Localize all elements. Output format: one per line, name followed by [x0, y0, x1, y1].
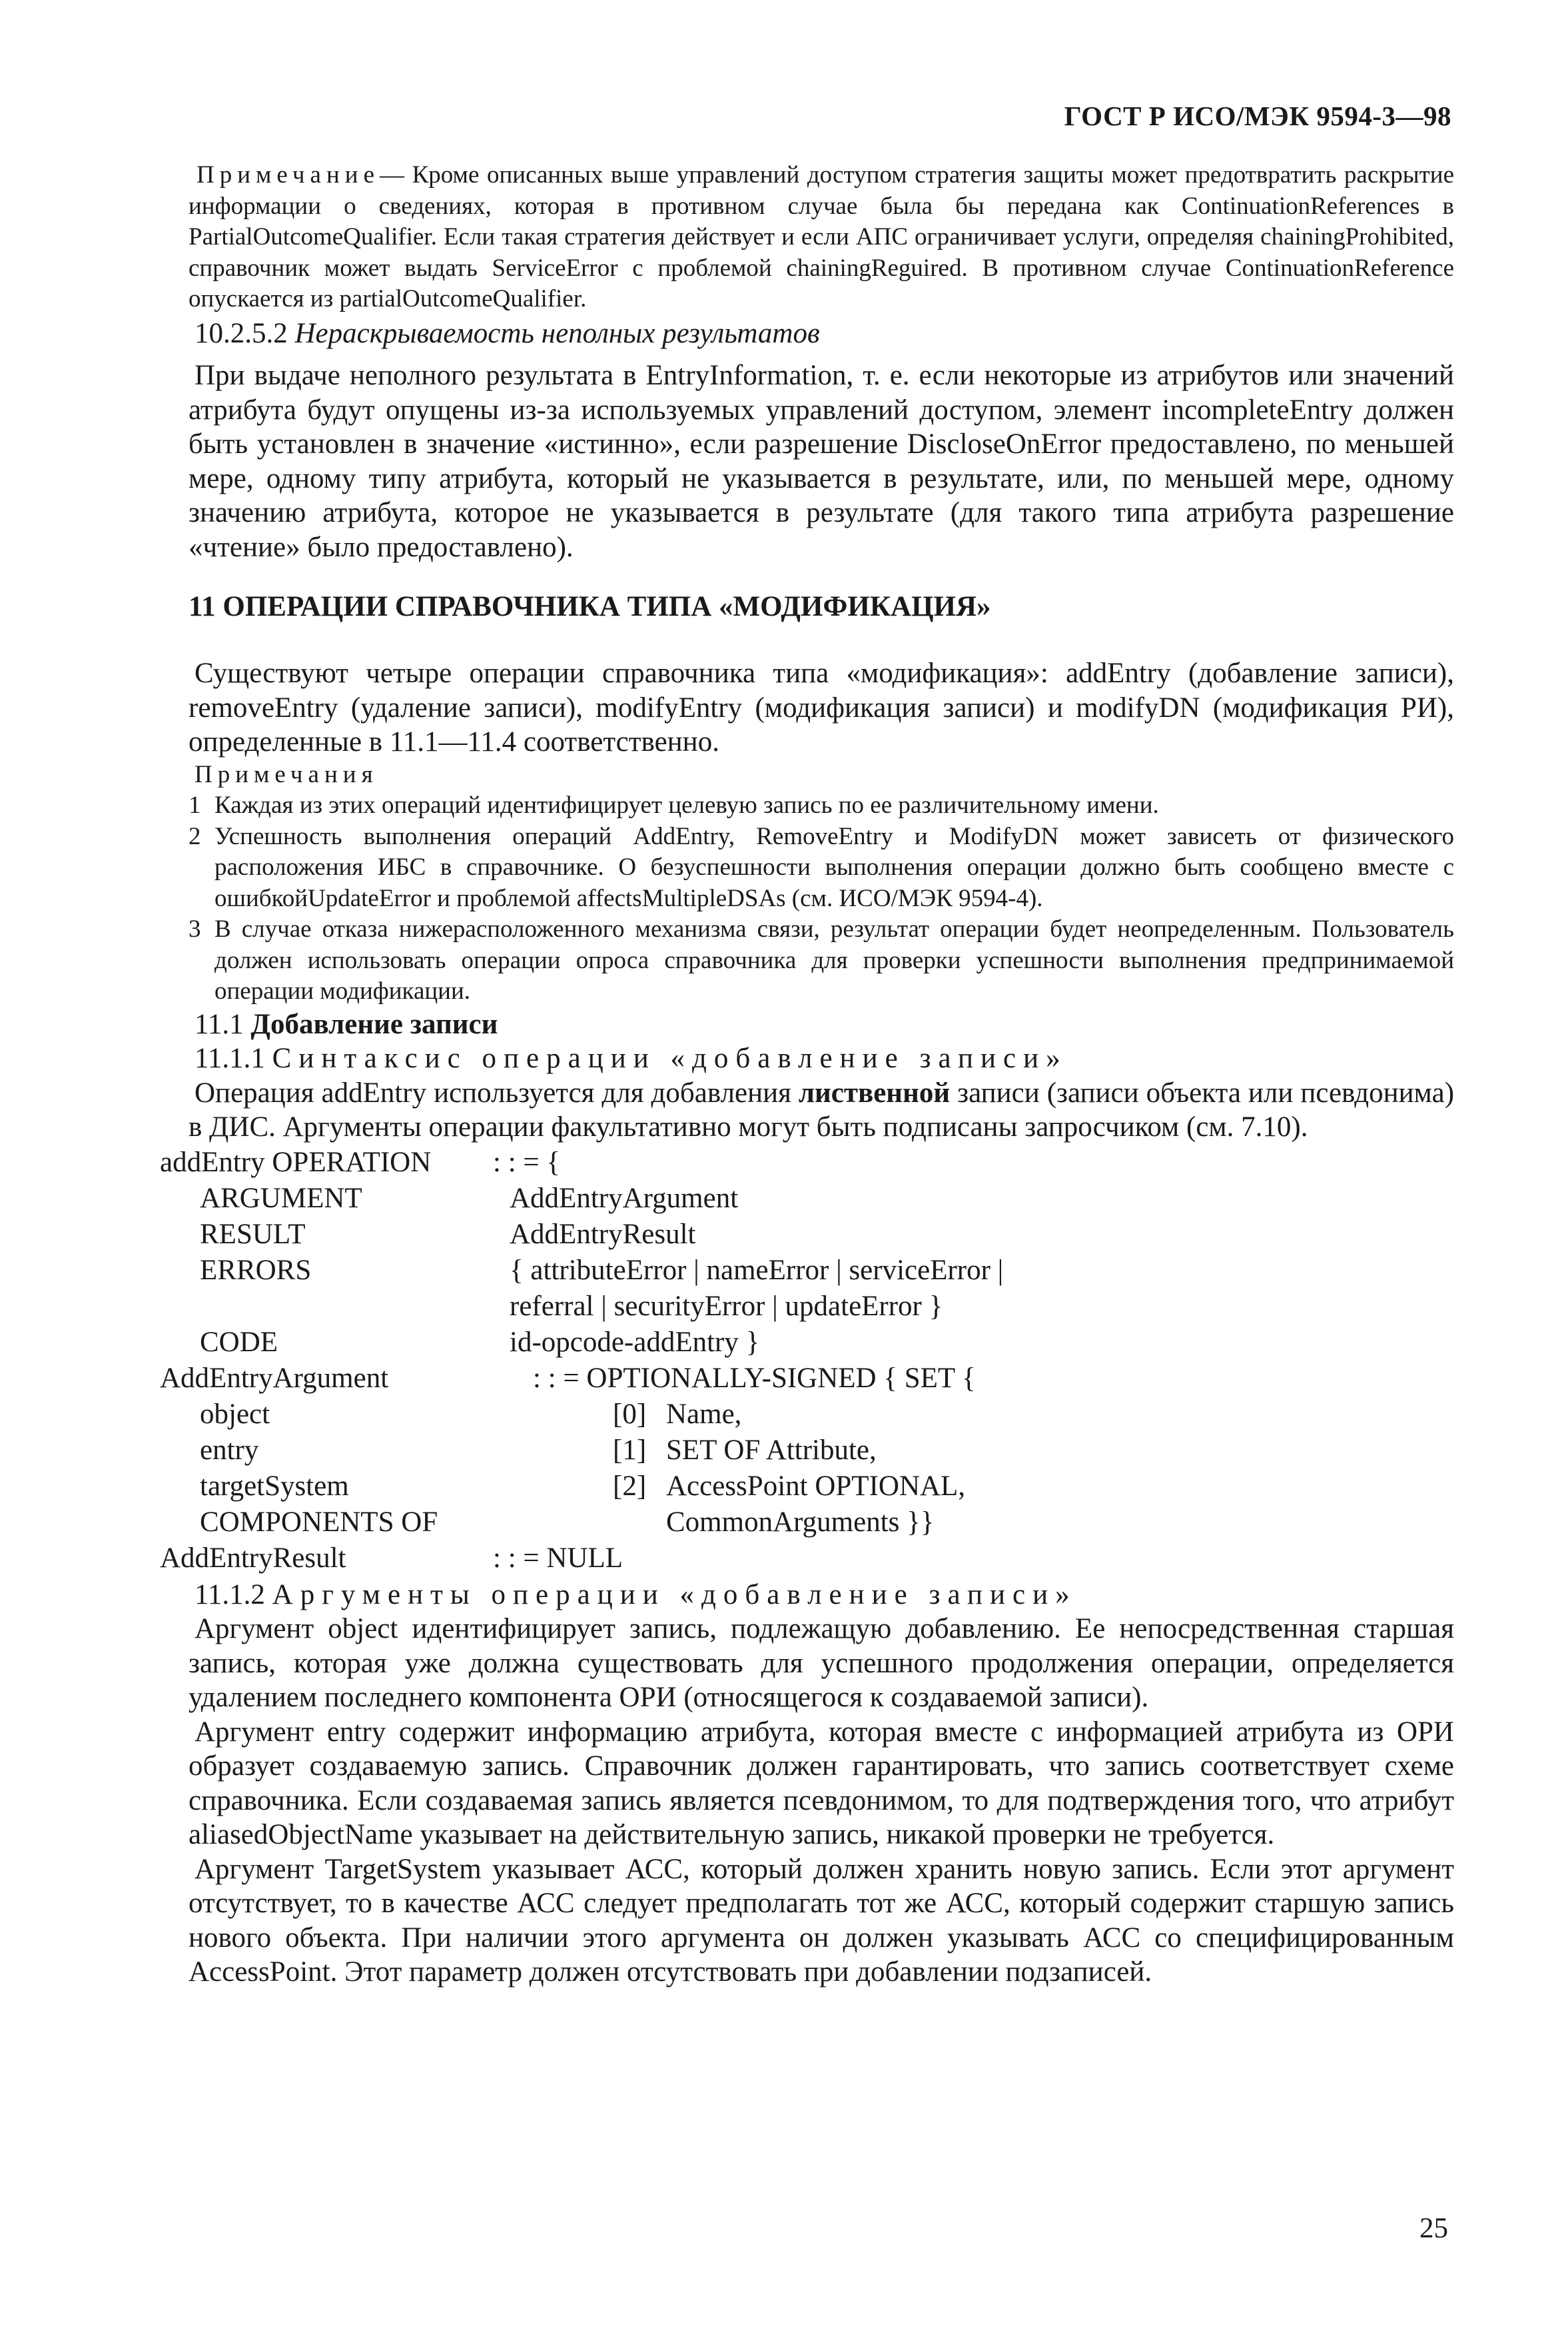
asn-line: : : = NULL — [493, 1542, 623, 1574]
asn-line: : : = OPTIONALLY-SIGNED { SET { — [533, 1362, 976, 1394]
bold-term: лиственной — [798, 1077, 951, 1109]
section-11-1-heading — [189, 1007, 1454, 1042]
asn-line: AccessPoint OPTIONAL, — [666, 1470, 966, 1502]
page-number: 25 — [1419, 2213, 1448, 2244]
asn-line: AddEntryArgument — [510, 1182, 739, 1214]
note-item-1 — [189, 790, 1454, 822]
notes-label: Примечания — [195, 760, 378, 788]
asn-line: { attributeError | nameError | serviceError | — [510, 1254, 1004, 1286]
section-11-1-1-para: Операция addEntry используется для добавления лиственной записи (записи объекта или псевдонима) в ДИС. Аргументы операции факультативно могут быть подписаны запросчиком (см. 7.10). — [189, 1077, 1455, 1143]
asn-line: COMPONENTS OF — [200, 1506, 438, 1538]
note-number: 1 — [189, 792, 201, 819]
section-10-2-5-2-para: При выдаче неполного результата в EntryInformation, т. е. если некоторые из атрибутов или значений атрибута будут опущены из-за используемых управлений доступом, элемент incompleteEntry должен быть установлен в значение «истинно», если разрешение DiscloseOnError предоставлено, по меньшей мере, одному типу атрибута, который не указывается в результате, или, по меньшей мере, одному значению атрибута, которое не указывается в результате (для такого типа атрибута разрешение «чтение» было предоставлено). — [189, 360, 1454, 563]
section-title: Добавление записи — [250, 1008, 498, 1040]
asn-definition-block — [160, 1145, 1454, 1578]
note-text: — Кроме описанных выше управлений доступом стратегия защиты может предотвратить раскрытие информации о сведениях, которая в противном случае была бы передана как ContinuationReferences в PartialOutcomeQualifier. Если такая стратегия действует и если АПС ограничивает услуги, определяя chainingProhibited, справочник может выдать ServiceError с проблемой chainingReguired. В противном случае ContinuationReference опускается из partialOutcomeQualifier. — [189, 161, 1454, 312]
section-number: 11.1.2 — [195, 1578, 265, 1610]
section-11-1-1-heading — [189, 1041, 1454, 1076]
section-title: Синтаксис операции «добавление записи» — [272, 1043, 1068, 1074]
asn-line: : : = { — [493, 1146, 561, 1178]
note-text: Успешность выполнения операций AddEntry, RemoveEntry и ModifyDN может зависеть от физического расположения ИБС в справочнике. О безуспешности выполнения операции должно быть сообщено вместе с ошибкойUpdateError и проблемой affectsMultipleDSAs (см. ИСО/МЭК 9594-4). — [214, 822, 1454, 912]
note-item-3 — [189, 914, 1454, 1007]
section-title: Нераскрываемость неполных результатов — [294, 317, 820, 349]
asn-line: Name, — [666, 1398, 742, 1430]
section-11-1-2-heading — [189, 1578, 1454, 1612]
section-number: 11.1.1 — [195, 1043, 265, 1074]
asn-line: entry — [200, 1434, 259, 1466]
note-item-2 — [189, 822, 1454, 915]
asn-line: id-opcode-addEntry } — [510, 1326, 760, 1358]
section-number: 10.2.5.2 — [195, 317, 288, 349]
section-11-intro: Существуют четыре операции справочника типа «модификация»: addEntry (добавление записи), removeEntry (удаление записи), modifyEntry (модификация записи) и modifyDN (модификация РИ), определенные в 11.1—11.4 соответственно. — [189, 658, 1454, 758]
asn-line: AddEntryArgument — [160, 1362, 389, 1394]
asn-line: targetSystem — [200, 1470, 349, 1502]
asn-line: [0] — [613, 1398, 647, 1430]
note-label: Примечание — [196, 161, 380, 189]
asn-line: AddEntryResult — [160, 1542, 346, 1574]
section-11-1-2-para-3: Аргумент TargetSystem указывает АСС, который должен хранить новую запись. Если этот аргумент отсутствует, то в качестве АСС следует предполагать тот же АСС, который содержит старшую запись нового объекта. При наличии этого аргумента он должен указывать АСС со специфицированным AccessPoint. Этот параметр должен отсутствовать при добавлении подзаписей. — [189, 1853, 1454, 1988]
note-text: В случае отказа нижерасположенного механизма связи, результат операции будет неопределенным. Пользователь должен использовать операции опроса справочника для проверки успешности выполнения предпринимаемой операции модификации. — [214, 915, 1454, 1005]
section-title: Аргументы операции «добавление записи» — [272, 1578, 1077, 1610]
section-11-heading: 11 ОПЕРАЦИИ СПРАВОЧНИКА ТИПА «МОДИФИКАЦИЯ» — [189, 591, 991, 622]
note-top — [189, 160, 1454, 315]
note-text: Каждая из этих операций идентифицирует целевую запись по ее различительному имени. — [214, 792, 1159, 819]
asn-line: CODE — [200, 1326, 278, 1358]
asn-line: AddEntryResult — [510, 1218, 696, 1250]
asn-line: CommonArguments }} — [666, 1506, 935, 1538]
asn-line: object — [200, 1398, 270, 1430]
page-content — [160, 160, 1455, 1990]
asn-line: [2] — [613, 1470, 647, 1502]
note-number: 2 — [189, 822, 201, 850]
asn-line: ERRORS — [200, 1254, 312, 1286]
asn-line: SET OF Attribute, — [666, 1434, 877, 1466]
section-10-2-5-2-heading — [189, 316, 1454, 351]
asn-line: referral | securityError | updateError } — [510, 1290, 943, 1322]
section-number: 11.1 — [195, 1008, 244, 1040]
asn-line: RESULT — [200, 1218, 306, 1250]
section-11-1-2-para-1: Аргумент object идентифицирует запись, подлежащую добавлению. Ее непосредственная старшая запись, которая уже должна существовать для успешного продолжения операции, определяется удалением последнего компонента ОРИ (относящегося к создаваемой записи). — [189, 1613, 1454, 1713]
section-11-1-2-para-2: Аргумент entry содержит информацию атрибута, которая вместе с информацией атрибута из ОРИ образует создаваемую запись. Справочник должен гарантировать, что запись соответствует схеме справочника. Если создаваемая запись является псевдонимом, то для подтверждения того, что атрибут aliasedObjectName указывает на действительную запись, никакой проверки не требуется. — [189, 1716, 1454, 1850]
asn-line: ARGUMENT — [200, 1182, 362, 1214]
note-number: 3 — [189, 915, 201, 943]
document-header: ГОСТ Р ИСО/МЭК 9594-3—98 — [1064, 101, 1451, 131]
asn-line: [1] — [613, 1434, 647, 1466]
asn-line: addEntry OPERATION — [160, 1146, 432, 1178]
